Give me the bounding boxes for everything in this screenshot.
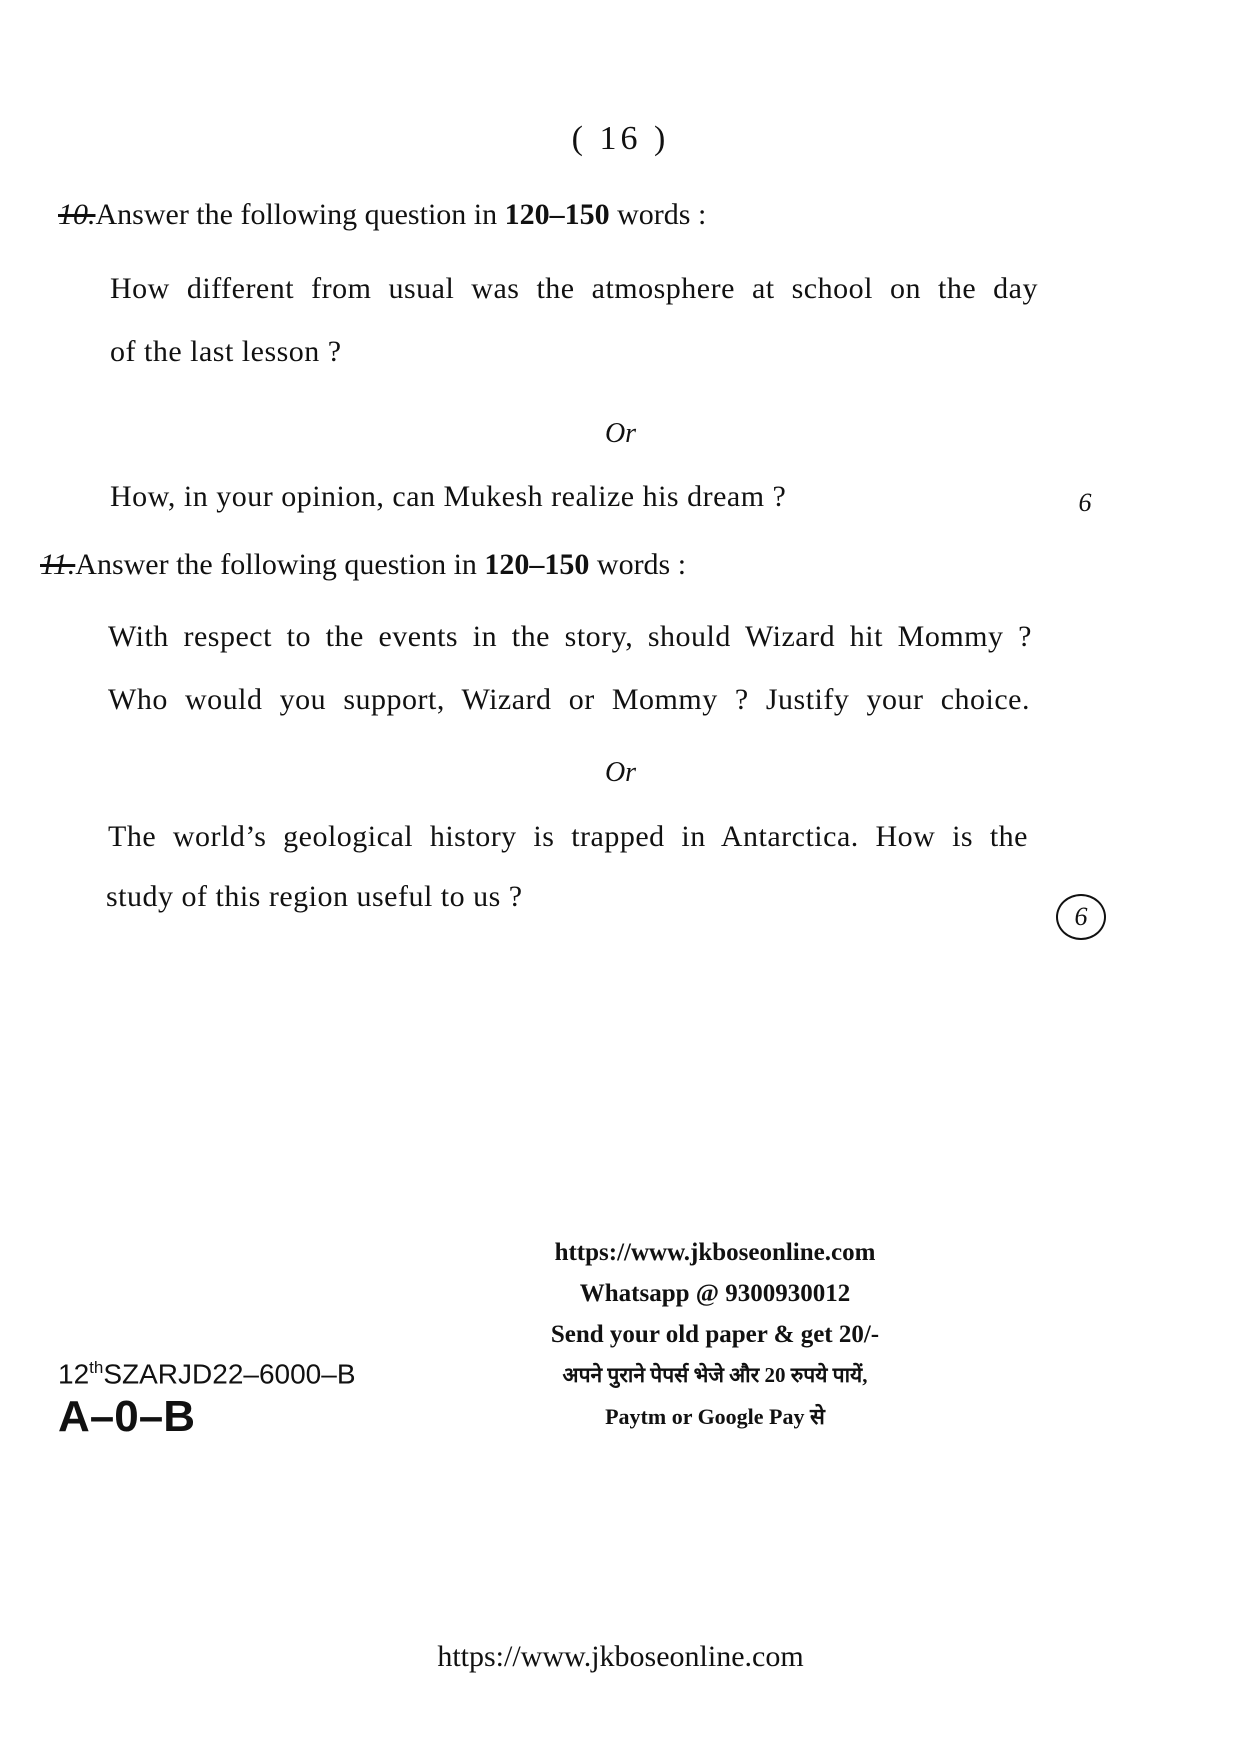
question-11-line-1: With respect to the events in the story, should Wizard hit Mommy ? bbox=[108, 620, 1032, 653]
question-10-stem bbox=[58, 198, 706, 232]
paper-code-sup: th bbox=[89, 1358, 104, 1377]
question-10-line-1: How different from usual was the atmosphere at school on the day bbox=[110, 272, 1038, 305]
paper-code-prefix: 12 bbox=[58, 1358, 90, 1390]
instruction-suffix: words : bbox=[609, 198, 707, 231]
instruction-text: Answer the following question in bbox=[75, 548, 485, 581]
question-11-line-3: The world’s geological history is trapped in Antarctica. How is the bbox=[108, 820, 1028, 853]
paper-code bbox=[58, 1358, 356, 1390]
question-number: 10. bbox=[58, 198, 96, 231]
question-11-line-4: study of this region useful to us ? bbox=[106, 880, 523, 913]
or-label: Or bbox=[604, 757, 637, 788]
instruction-text: Answer the following question in bbox=[95, 198, 505, 231]
promo-line: अपने पुराने पेपर्स भेजे और 20 रुपये पायें, bbox=[562, 1363, 868, 1387]
promo-line: Whatsapp @ 9300930012 bbox=[579, 1280, 851, 1307]
question-10-alternative: How, in your opinion, can Mukesh realize his dream ? bbox=[110, 480, 787, 513]
site-url: https://www.jkboseonline.com bbox=[437, 1640, 804, 1673]
question-11-stem bbox=[40, 548, 686, 582]
word-range: 120–150 bbox=[484, 548, 590, 581]
promo-line: Send your old paper & get 20/- bbox=[550, 1321, 880, 1348]
or-label: Or bbox=[604, 418, 637, 449]
series-code: A–0–B bbox=[58, 1392, 195, 1441]
promo-line: Paytm or Google Pay से bbox=[605, 1404, 825, 1429]
question-10-line-2: of the last lesson ? bbox=[110, 335, 342, 368]
paper-code-rest: SZARJD22–6000–B bbox=[103, 1358, 356, 1390]
promo-block bbox=[480, 1232, 950, 1437]
question-11-line-2: Who would you support, Wizard or Mommy ? Justify your choice. bbox=[108, 683, 1030, 716]
question-number: 11. bbox=[40, 548, 76, 581]
word-range: 120–150 bbox=[504, 198, 610, 231]
page-number: ( 16 ) bbox=[571, 120, 670, 157]
promo-line: https://www.jkboseonline.com bbox=[554, 1239, 876, 1266]
marks-annotation: 6 bbox=[1078, 488, 1092, 517]
marks-annotation: 6 bbox=[1056, 894, 1106, 940]
instruction-suffix: words : bbox=[589, 548, 687, 581]
